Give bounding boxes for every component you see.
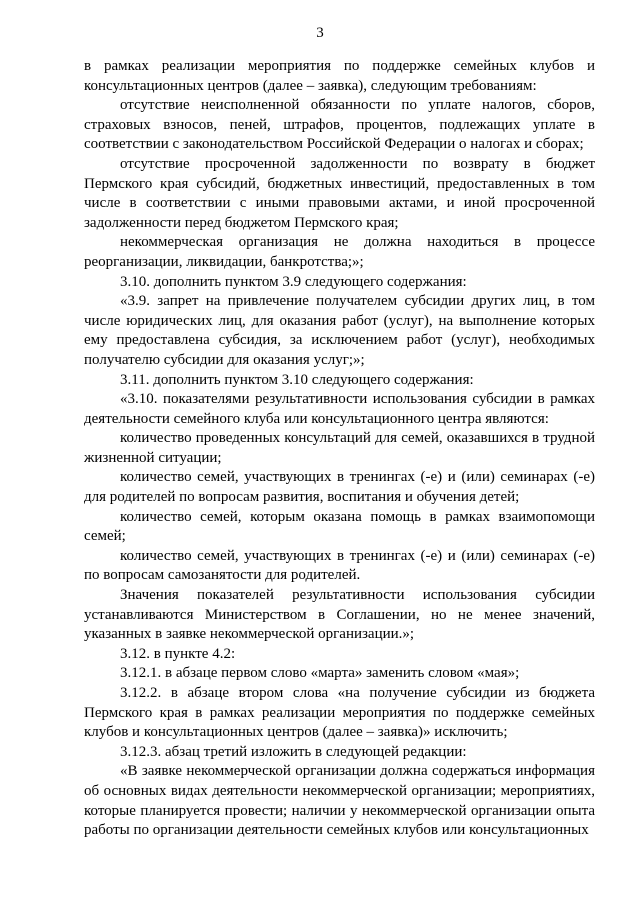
paragraph: 3.12.2. в абзаце втором слова «на получение субсидии из бюджета Пермского края в рамках реализации мероприятия по поддержке семейных клубов и консультационных центров (далее – заявка)» исключить; bbox=[84, 685, 595, 741]
paragraph: отсутствие неисполненной обязанности по уплате налогов, сборов, страховых взносов, пеней, штрафов, процентов, подлежащих уплате в соответствии с законодательством Российской Федерации о налогах и сборах; bbox=[84, 97, 595, 153]
paragraph: 3.12.3. абзац третий изложить в следующей редакции: bbox=[120, 743, 467, 760]
paragraph: в рамках реализации мероприятия по поддержке семейных клубов и консультационных центров (далее – заявка), следующим требованиям: bbox=[84, 58, 595, 94]
paragraph: некоммерческая организация не должна находиться в процессе реорганизации, ликвидации, банкротства;»; bbox=[84, 234, 595, 270]
paragraph: «3.9. запрет на привлечение получателем субсидии других лиц, в том числе юридических лиц, для оказания работ (услуг), на выполнение которых ему предоставлена субсидия, за исключением работ (услуг), необходимых получателю субсидии для оказания услуг;»; bbox=[84, 293, 595, 368]
paragraph: отсутствие просроченной задолженности по возврату в бюджет Пермского края субсидий, бюджетных инвестиций, предоставленных в том числе в соответствии с иными правовыми актами, и иной просроченной задолженности перед бюджетом Пермского края; bbox=[84, 155, 595, 231]
paragraph: 3.11. дополнить пунктом 3.10 следующего содержания: bbox=[120, 371, 474, 388]
paragraph: 3.12. в пункте 4.2: bbox=[120, 645, 236, 662]
paragraph: Значения показателей результативности использования субсидии устанавливаются Министерством в Соглашении, но не менее значений, указанных в заявке некоммерческой организации.»; bbox=[84, 587, 595, 643]
paragraph: количество семей, участвующих в тренингах (-е) и (или) семинарах (-е) по вопросам самозанятости для родителей. bbox=[84, 547, 595, 584]
page-number: 3 bbox=[316, 25, 324, 41]
paragraph: «В заявке некоммерческой организации должна содержаться информация об основных видах деятельности некоммерческой организации; мероприятиях, которые планируется провести; наличии у некоммерческой организации опыта работы по организации деятельности семейных клубов или консультационных bbox=[84, 763, 595, 839]
paragraph: 3.12.1. в абзаце первом слово «марта» заменить словом «мая»; bbox=[120, 665, 520, 682]
paragraph: количество проведенных консультаций для семей, оказавшихся в трудной жизненной ситуации; bbox=[84, 430, 595, 466]
paragraph: количество семей, участвующих в тренингах (-е) и (или) семинарах (-е) для родителей по вопросам развития, воспитания и обучения детей; bbox=[84, 469, 595, 506]
document-body bbox=[84, 57, 595, 841]
paragraph: «3.10. показателями результативности использования субсидии в рамках деятельности семейного клуба или консультационного центра являются: bbox=[84, 391, 595, 427]
paragraph: количество семей, которым оказана помощь в рамках взаимопомощи семей; bbox=[84, 508, 595, 545]
paragraph: 3.10. дополнить пунктом 3.9 следующего содержания: bbox=[120, 273, 467, 290]
